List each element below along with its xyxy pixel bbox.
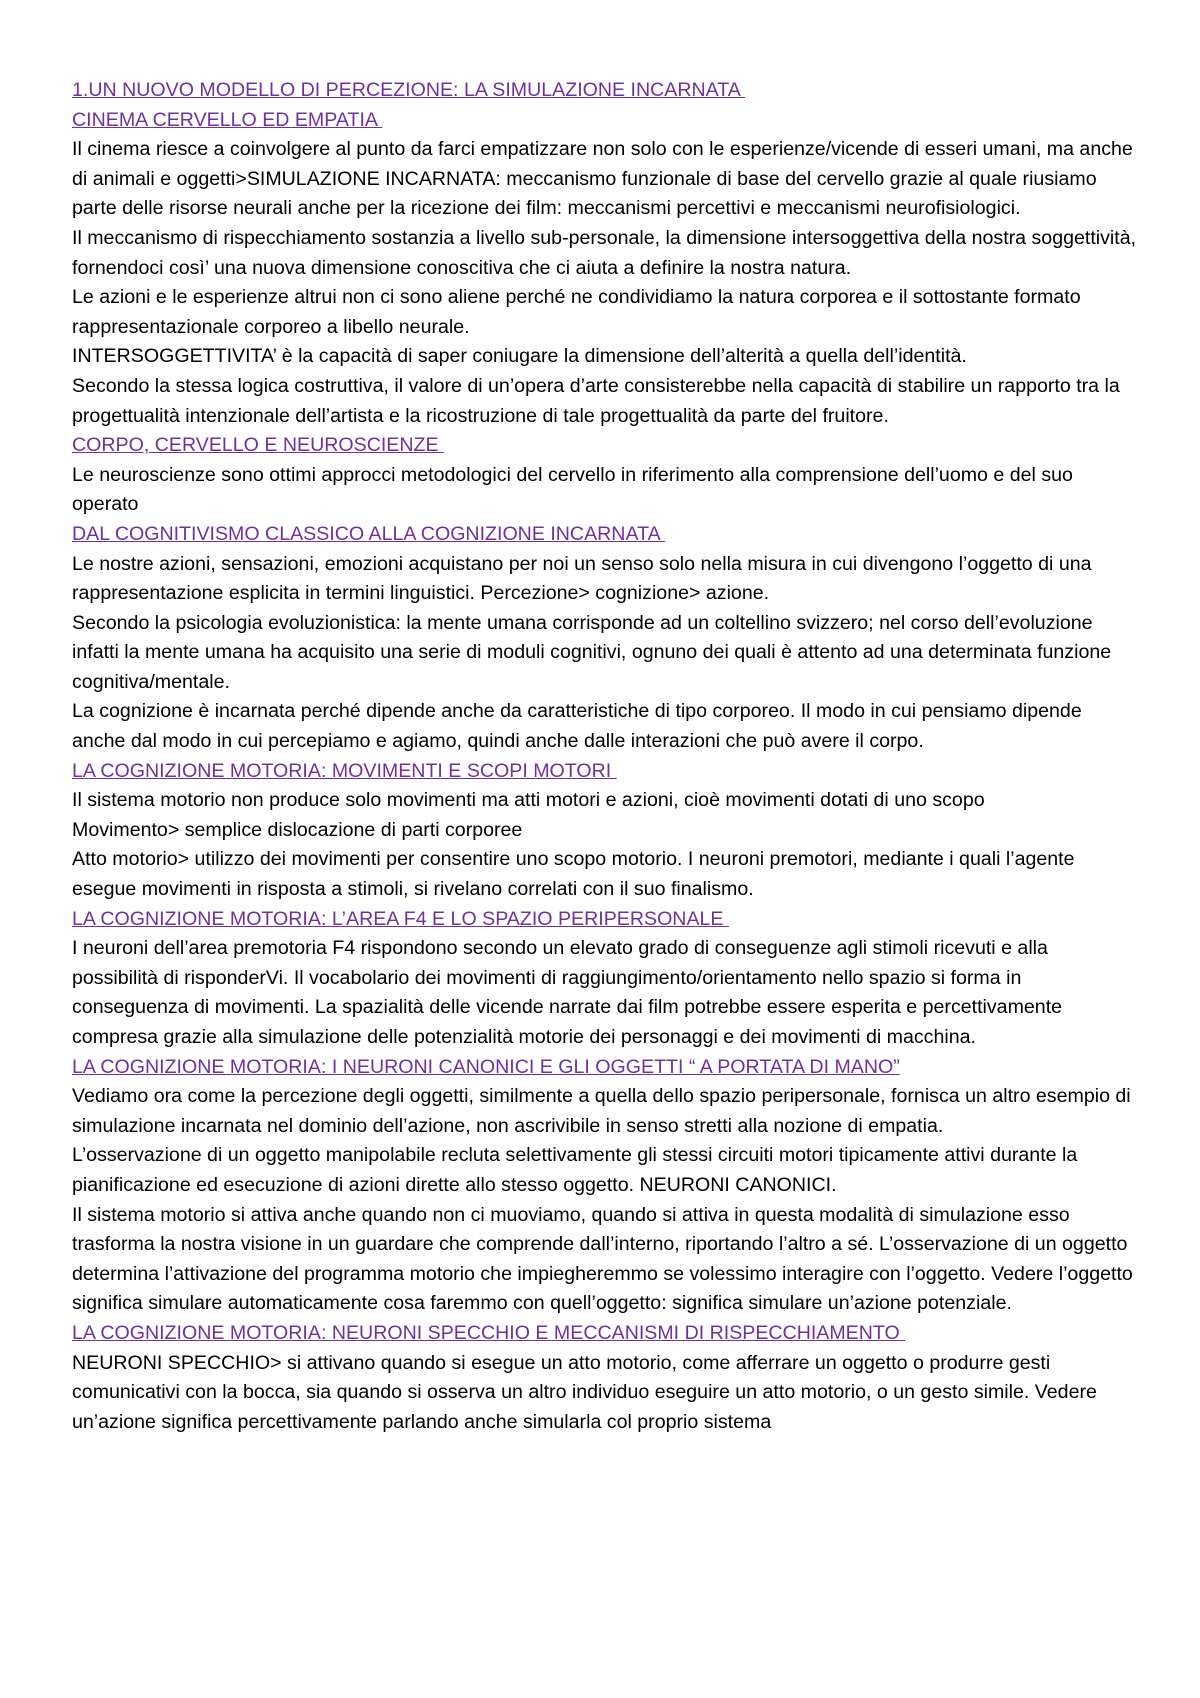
body-paragraph: I neuroni dell’area premotoria F4 rispondono secondo un elevato grado di conseguenze agli stimoli ricevuti e alla possibilità di risponderVi. Il vocabolario dei movimenti di raggiungimento/orientamento nello spazio si forma in conseguenza di movimenti. La spazialità delle vicende narrate dai film potrebbe essere esperita e percettivamente compresa grazie alla simulazione delle potenzialità motorie dei personaggi e dei movimenti di macchina. [72, 937, 1063, 1048]
body-paragraph: Secondo la stessa logica costruttiva, il valore di un’opera d’arte consisterebbe nella capacità di stabilire un rapporto tra la progettualità intenzionale dell’artista e la ricostruzione di tale progettualità da parte del fruitore. [72, 374, 1120, 427]
section-heading: CINEMA CERVELLO ED EMPATIA [72, 108, 383, 131]
section-heading: DAL COGNITIVISMO CLASSICO ALLA COGNIZIONE INCARNATA [72, 522, 666, 545]
section-heading: CORPO, CERVELLO E NEUROSCIENZE [72, 434, 445, 457]
body-paragraph: Le neuroscienze sono ottimi approcci metodologici del cervello in riferimento alla comprensione dell’uomo e del suo operato [72, 463, 1073, 516]
body-paragraph: Il cinema riesce a coinvolgere al punto da farci empatizzare non solo con le esperienze/vicende di esseri umani, ma anche di animali e oggetti>SIMULAZIONE INCARNATA: meccanismo funzionale di base del cervello grazie al quale riusiamo parte delle risorse neurali anche per la ricezione dei film: meccanismi percettivi e meccanismi neurofisiologici. [72, 138, 1133, 220]
section-heading: LA COGNIZIONE MOTORIA: MOVIMENTI E SCOPI MOTORI [72, 759, 617, 782]
body-paragraph: Le nostre azioni, sensazioni, emozioni acquistano per noi un senso solo nella misura in cui divengono l’oggetto di una rappresentazione esplicita in termini linguistici. Percezione> cognizione> azione. [72, 552, 1092, 605]
body-paragraph: La cognizione è incarnata perché dipende anche da caratteristiche di tipo corporeo. Il modo in cui pensiamo dipende anche dal modo in cui percepiamo e agiamo, quindi anche dalle interazioni che può avere il corpo. [72, 700, 1082, 753]
section-heading: LA COGNIZIONE MOTORIA: I NEURONI CANONICI E GLI OGGETTI “ A PORTATA DI MANO” [72, 1055, 900, 1078]
document-page [72, 76, 1138, 1437]
body-paragraph: Secondo la psicologia evoluzionistica: la mente umana corrisponde ad un coltellino svizzero; nel corso dell’evoluzione infatti la mente umana ha acquisito una serie di moduli cognitivi, ognuno dei quali è attento ad una determinata funzione cognitiva/mentale. [72, 611, 1112, 693]
body-paragraph: Vediamo ora come la percezione degli oggetti, similmente a quella dello spazio peripersonale, fornisca un altro esempio di simulazione incarnata nel dominio dell’azione, non ascrivibile in senso stretti alla nozione di empatia. [72, 1085, 1131, 1137]
body-paragraph: L’osservazione di un oggetto manipolabile recluta selettivamente gli stessi circuiti motori tipicamente attivi durante la pianificazione ed esecuzione di azioni dirette allo stesso oggetto. NEURONI CANONICI. [72, 1144, 1078, 1196]
body-paragraph: Le azioni e le esperienze altrui non ci sono aliene perché ne condividiamo la natura corporea e il sottostante formato rappresentazionale corporeo a libello neurale. [72, 286, 1081, 338]
body-paragraph: Movimento> semplice dislocazione di parti corporee [72, 818, 523, 841]
body-paragraph: Atto motorio> utilizzo dei movimenti per consentire uno scopo motorio. I neuroni premotori, mediante i quali l’agente esegue movimenti in risposta a stimoli, si rivelano correlati con il suo finalismo. [72, 848, 1075, 901]
body-paragraph: INTERSOGGETTIVITA’ è la capacità di saper coniugare la dimensione dell’alterità a quella dell’identità. [72, 345, 967, 368]
section-heading: 1.UN NUOVO MODELLO DI PERCEZIONE: LA SIMULAZIONE INCARNATA [72, 79, 746, 101]
body-paragraph: Il sistema motorio non produce solo movimenti ma atti motori e azioni, cioè movimenti dotati di uno scopo [72, 789, 985, 812]
body-paragraph: Il sistema motorio si attiva anche quando non ci muoviamo, quando si attiva in questa modalità di simulazione esso trasforma la nostra visione in un guardare che comprende dall’interno, riportando l’altro a sé. L’osservazione di un oggetto determina l’attivazione del programma motorio che impiegheremmo se volessimo interagire con l’oggetto. Vedere l’oggetto significa simulare automaticamente cosa faremmo con quell’oggetto: significa simulare un’azione potenziale. [72, 1203, 1133, 1315]
section-heading: LA COGNIZIONE MOTORIA: NEURONI SPECCHIO E MECCANISMI DI RISPECCHIAMENTO [72, 1321, 906, 1344]
body-paragraph: NEURONI SPECCHIO> si attivano quando si esegue un atto motorio, come afferrare un oggetto o produrre gesti comunicativi con la bocca, sia quando si osserva un altro individuo eseguire un atto motorio, o un gesto simile. Vedere un’azione significa percettivamente parlando anche simularla col proprio sistema [72, 1351, 1097, 1433]
section-heading: LA COGNIZIONE MOTORIA: L’AREA F4 E LO SPAZIO PERIPERSONALE [72, 907, 729, 930]
body-paragraph: Il meccanismo di rispecchiamento sostanzia a livello sub-personale, la dimensione intersoggettiva della nostra soggettività, fornendoci così’ una nuova dimensione conoscitiva che ci aiuta a definire la nostra natura. [72, 226, 1137, 279]
